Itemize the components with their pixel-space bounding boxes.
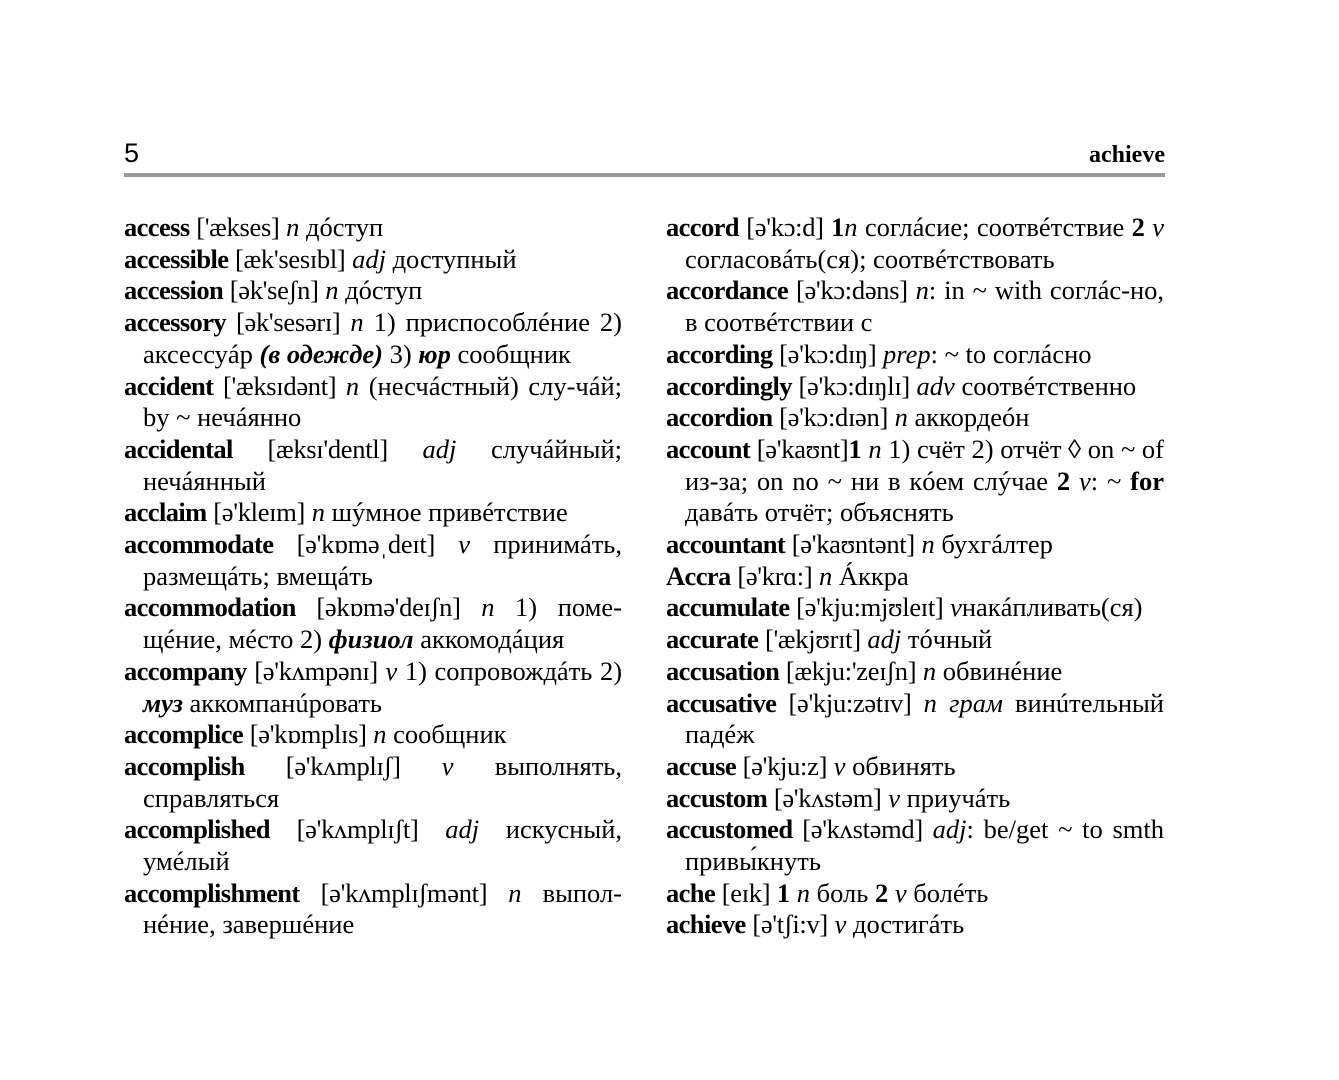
dictionary-entry <box>666 814 1164 877</box>
pronunciation: [ə'kɒməˌdeɪt] <box>296 529 435 560</box>
grammar-label: физиол <box>328 624 414 655</box>
grammar-label: n <box>350 307 364 338</box>
translation: Áккра <box>838 560 909 591</box>
headword: accuse <box>666 750 736 781</box>
headword: accustomed <box>666 814 793 845</box>
grammar-label: v <box>1152 212 1164 242</box>
translation: дóступ <box>306 212 384 242</box>
translation: искусный, умéлый <box>143 814 623 877</box>
dictionary-entry <box>666 561 1164 593</box>
headword: accordingly <box>666 370 792 401</box>
pronunciation: [ə'kju:mjʊleɪt] <box>796 592 944 623</box>
dictionary-entry <box>124 751 622 814</box>
translation: : in ~ with соглáс-но, в соотвéтствии с <box>685 275 1165 338</box>
dictionary-entry <box>666 371 1164 403</box>
pronunciation: [ək'seʃn] <box>229 275 319 306</box>
pronunciation: [ə'kʌmplɪʃt] <box>296 814 419 845</box>
grammar-label: муз <box>143 687 183 718</box>
dictionary-entry <box>124 434 622 497</box>
grammar-label: n <box>796 877 811 908</box>
dictionary-entry <box>666 275 1164 338</box>
pronunciation: [ə'kɔ:dɪən] <box>779 402 888 433</box>
translation: накáпливать(ся) <box>961 592 1143 623</box>
headword: according <box>666 338 773 369</box>
headword: accusation <box>666 655 780 686</box>
dictionary-entry <box>124 212 622 244</box>
headword: acclaim <box>124 497 207 528</box>
translation: согласовáть(ся); соотвéтствовать <box>685 243 1055 274</box>
headword: accustom <box>666 782 768 813</box>
pronunciation: [ə'kʌstəm] <box>773 782 882 813</box>
grammar-label: v <box>833 750 846 781</box>
headword: ache <box>666 877 716 908</box>
translation: сообщник <box>457 338 571 369</box>
dictionary-entry <box>666 783 1164 815</box>
dictionary-entry <box>666 434 1164 529</box>
dictionary-entry <box>124 275 622 307</box>
dictionary-entry <box>124 656 622 719</box>
grammar-label: adj <box>422 433 457 464</box>
pronunciation: [ə'kleɪm] <box>213 497 306 528</box>
translation: аккордеóн <box>914 402 1030 433</box>
headword: accommodate <box>124 529 274 560</box>
headword: accompany <box>124 655 247 686</box>
right-column <box>666 212 1164 941</box>
grammar-label: adj <box>445 814 480 845</box>
translation: тóчный <box>907 624 993 655</box>
headword: accusative <box>666 687 777 718</box>
translation: : be/get ~ to smth привы́кнуть <box>685 814 1165 877</box>
dictionary-entry <box>124 244 622 276</box>
headword: achieve <box>666 909 746 940</box>
grammar-label: n <box>922 655 937 686</box>
translation: обвинять <box>852 750 956 781</box>
pronunciation: [ə'kɔ:d] <box>746 212 824 242</box>
translation: выполнять, справляться <box>143 750 623 813</box>
translation: дóступ <box>345 275 423 306</box>
headword: accord <box>666 212 739 242</box>
pronunciation: [ə'krɑ:] <box>737 560 813 591</box>
translation: 1) приспособлéние 2) аксессуáр <box>143 307 623 369</box>
pronunciation: [ək'sesərɪ] <box>235 307 341 338</box>
grammar-label: v <box>894 877 907 908</box>
translation: 1) сопровождáть 2) <box>404 655 623 686</box>
headword: accommodation <box>124 592 296 623</box>
pronunciation: [ə'kju:zətɪv] <box>788 687 912 718</box>
translation: обвинéние <box>942 655 1063 686</box>
dictionary-entry <box>666 592 1164 624</box>
grammar-label: v <box>385 655 398 686</box>
grammar-label: n <box>844 212 858 242</box>
dictionary-entry <box>666 624 1164 656</box>
dictionary-entry <box>124 307 622 370</box>
sense-number: 1 <box>831 212 845 242</box>
headword: accomplish <box>124 750 245 781</box>
pronunciation: [ə'kɔ:dəns] <box>795 275 908 306</box>
dictionary-entry <box>124 497 622 529</box>
headword: accordance <box>666 275 789 306</box>
grammar-label: v <box>458 529 470 560</box>
dictionary-entry <box>124 592 622 655</box>
dictionary-entry <box>666 878 1164 910</box>
translation: случáйный; нечáянный <box>143 433 623 496</box>
dictionary-entry <box>666 656 1164 688</box>
running-head: achieve <box>1089 142 1165 168</box>
headword: accurate <box>666 624 759 655</box>
grammar-label: n <box>325 275 339 306</box>
translation: принимáть, размещáть; вмещáть <box>143 529 623 591</box>
pronunciation: [əkɒmə'deɪʃn] <box>316 592 461 623</box>
grammar-label: n <box>481 592 495 623</box>
translation: : ~ to соглáсно <box>930 338 1092 369</box>
dictionary-entry <box>124 719 622 751</box>
translation: боль <box>816 877 869 908</box>
translation: соглáсие; соотвéтствие <box>864 212 1125 242</box>
headword: accountant <box>666 529 786 560</box>
translation: доступный <box>392 243 517 274</box>
dictionary-entry <box>124 371 622 434</box>
headword: accidental <box>124 433 233 464</box>
page-number: 5 <box>124 138 140 168</box>
dictionary-entry <box>666 688 1164 751</box>
sense-number: 1 <box>776 877 791 908</box>
phrase-particle: for <box>1130 465 1165 496</box>
headword: account <box>666 433 751 464</box>
translation: 1) поме-щéние, мéсто 2) <box>143 592 622 655</box>
dictionary-entry <box>124 814 622 877</box>
headword: Accra <box>666 560 731 591</box>
translation: 1) счёт 2) отчёт ◊ on ~ of из-за; on no ~ ни в кóем слýчае <box>685 433 1165 496</box>
grammar-label: v <box>1078 465 1091 496</box>
translation: приучáть <box>906 782 1011 813</box>
grammar-label: n <box>894 402 908 433</box>
translation: соотвéтственно <box>961 370 1137 401</box>
dictionary-entry <box>666 909 1164 941</box>
dictionary-entry <box>124 878 622 941</box>
grammar-label: v <box>834 909 847 940</box>
pronunciation: [æk'sesɪbl] <box>235 243 346 274</box>
pronunciation: [ækju:'zeɪʃn] <box>785 655 917 686</box>
pronunciation: [ə'kʌmpənɪ] <box>254 655 378 686</box>
grammar-label: n грам <box>923 687 1003 718</box>
translation: шýмное привéтствие <box>331 497 568 528</box>
grammar-label: n <box>311 497 325 528</box>
headword: accordion <box>666 402 773 433</box>
sense-number: 2 <box>1056 465 1071 496</box>
sense-number: 2 <box>874 877 889 908</box>
translation: болéть <box>913 877 989 908</box>
dictionary-entry <box>666 402 1164 434</box>
translation: бухгáлтер <box>941 529 1053 560</box>
translation: аккомодáция <box>420 624 565 655</box>
pronunciation: [ə'kʌmplɪʃmənt] <box>320 877 488 908</box>
sense-number: 2 <box>1131 212 1145 242</box>
translation: достигáть <box>852 909 965 940</box>
pronunciation: [eɪk] <box>721 877 771 908</box>
dictionary-entry <box>666 751 1164 783</box>
grammar-label: v <box>950 592 962 623</box>
grammar-label: n <box>819 560 833 591</box>
headword: accomplice <box>124 719 244 750</box>
grammar-label: adv <box>916 370 955 401</box>
translation: : ~ <box>1090 465 1122 496</box>
left-column <box>124 212 622 941</box>
headword: access <box>124 212 190 242</box>
translation: сообщник <box>393 719 507 750</box>
translation: выпол-нéние, завершéние <box>143 877 623 940</box>
grammar-label: n <box>286 212 300 242</box>
pronunciation: ['æksɪdənt] <box>222 370 337 401</box>
headword: accessible <box>124 243 229 274</box>
headword: accomplishment <box>124 877 300 908</box>
headword: accumulate <box>666 592 790 623</box>
grammar-label: v <box>441 750 454 781</box>
pronunciation: [ə'kaʊntənt] <box>791 529 915 560</box>
grammar-label: n <box>373 719 387 750</box>
pronunciation: [ə'kju:z] <box>742 750 828 781</box>
grammar-label: юр <box>418 338 451 369</box>
translation: винúтельный падéж <box>685 687 1164 750</box>
pronunciation: [ə'kʌstəmd] <box>802 814 923 845</box>
pronunciation: [ə'kɔ:dɪŋ] <box>779 338 877 369</box>
grammar-label: adj <box>932 814 967 845</box>
usage-gloss: (в одежде) <box>259 338 383 369</box>
pronunciation: [ə'tʃi:v] <box>752 909 828 940</box>
pronunciation: ['ækses] <box>196 212 280 242</box>
pronunciation: ['ækjʊrɪt] <box>764 624 861 655</box>
header-rule <box>124 173 1165 177</box>
grammar-label: prep <box>883 338 931 369</box>
dictionary-entry <box>666 339 1164 371</box>
translation: 3) <box>389 338 412 369</box>
grammar-label: n <box>345 370 360 401</box>
dictionary-entry <box>666 529 1164 561</box>
grammar-label: n <box>915 275 929 306</box>
grammar-label: adj <box>867 624 902 655</box>
headword: accomplished <box>124 814 270 845</box>
grammar-label: n <box>921 529 935 560</box>
dictionary-entry <box>666 212 1164 275</box>
translation: (несчáстный) слу-чáй; by ~ нечáянно <box>143 370 623 433</box>
pronunciation: [æksɪ'dentl] <box>267 433 388 464</box>
pronunciation: [ə'kɒmplɪs] <box>249 719 367 750</box>
translation: давáть отчёт; объяснять <box>685 497 954 528</box>
dictionary-entry <box>124 529 622 592</box>
pronunciation: [ə'kʌmplɪʃ] <box>285 750 401 781</box>
headword: accident <box>124 370 214 401</box>
grammar-label: n <box>868 433 882 464</box>
headword: accessory <box>124 307 227 338</box>
grammar-label: v <box>888 782 900 813</box>
pronunciation: [ə'kɔ:dɪŋlɪ] <box>798 370 910 401</box>
pronunciation: [ə'kaʊnt] <box>756 433 849 464</box>
grammar-label: adj <box>352 243 386 274</box>
translation: аккомпанúровать <box>189 687 382 718</box>
headword: accession <box>124 275 224 306</box>
grammar-label: n <box>508 877 522 908</box>
sense-number: 1 <box>848 433 862 464</box>
